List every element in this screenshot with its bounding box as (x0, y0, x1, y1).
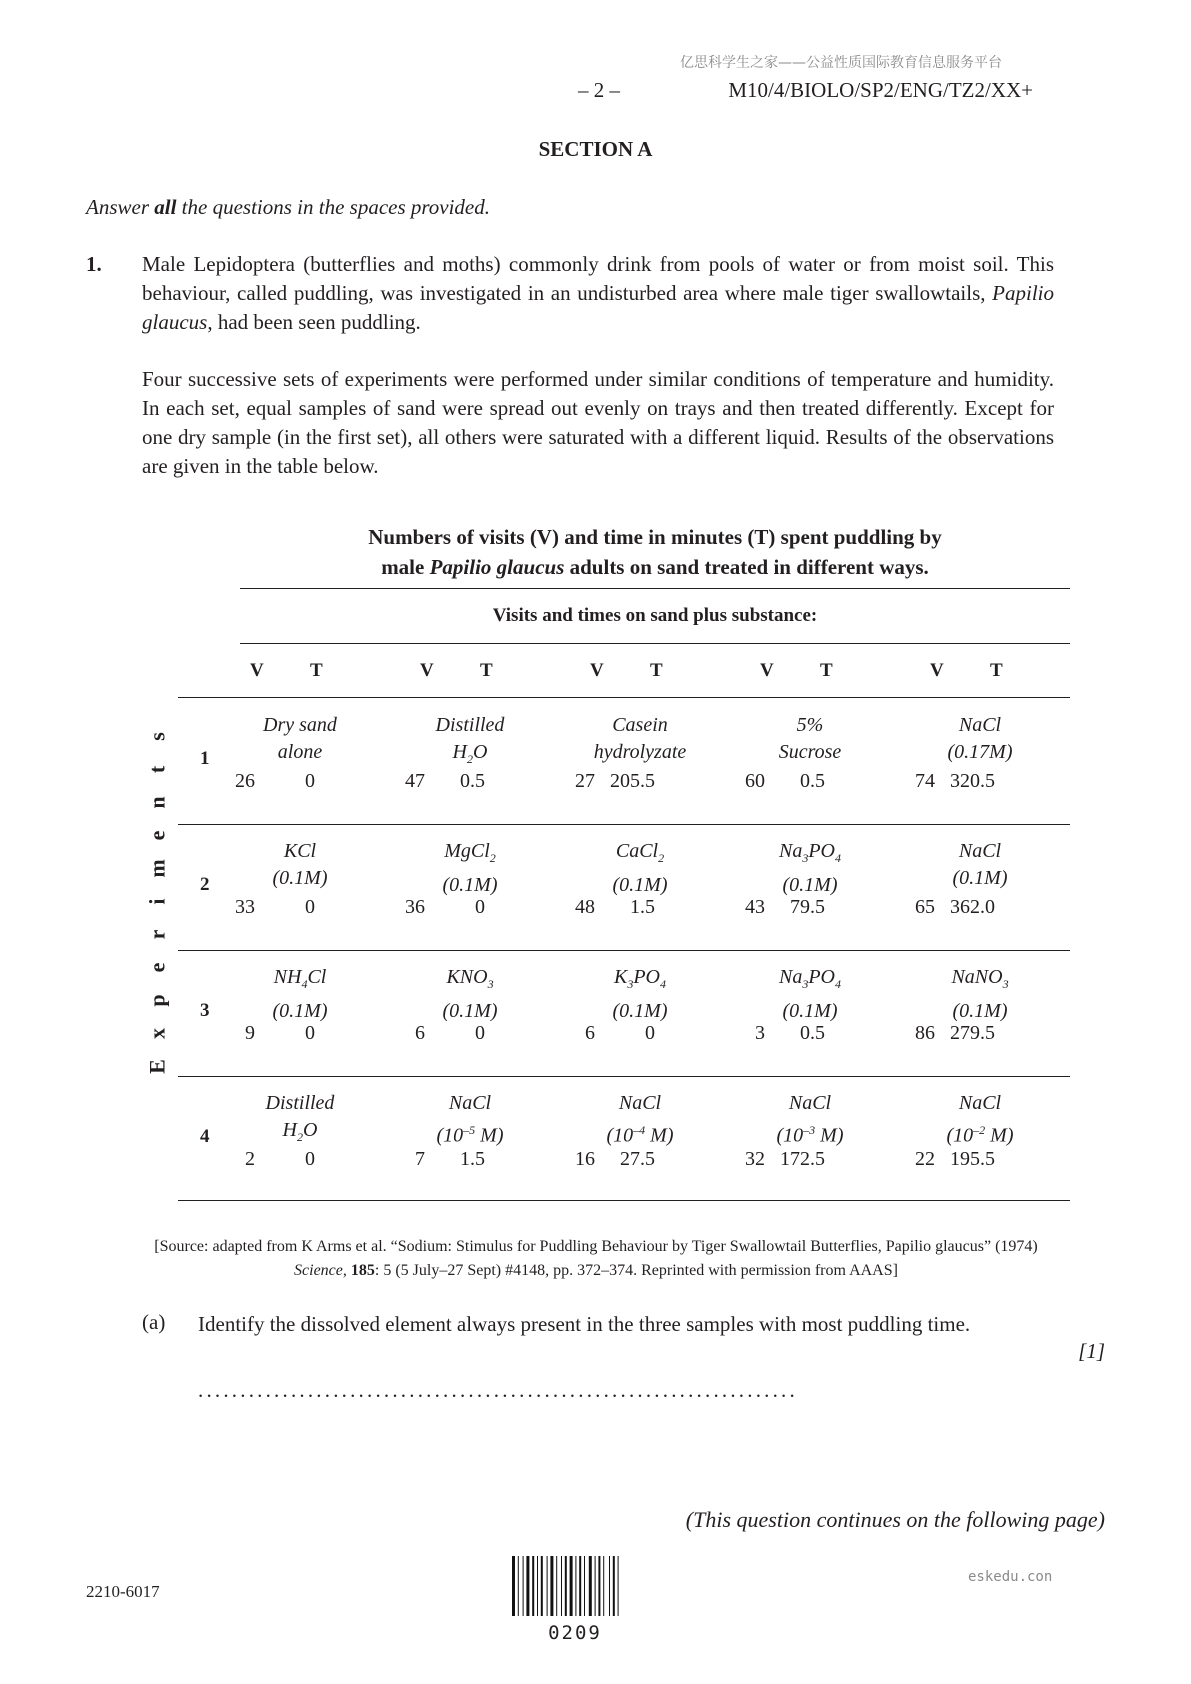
concentration-part: M) (645, 1124, 674, 1147)
t-label: T (820, 660, 833, 681)
visits-value: 16 (575, 1148, 595, 1170)
time-value: 172.5 (780, 1148, 825, 1170)
concentration-part: M) (985, 1124, 1014, 1147)
table-cell-values (695, 1148, 865, 1171)
substance-line (385, 964, 555, 998)
substance-line (555, 1117, 725, 1150)
table-rule-header (178, 697, 1070, 698)
substance-line (725, 1117, 895, 1150)
table-cell-values (355, 896, 525, 919)
visits-value: 7 (415, 1148, 425, 1170)
substance-line: (0.17M) (947, 741, 1013, 763)
formula-part: PO (808, 966, 835, 988)
concentration-part: (10 (946, 1124, 974, 1147)
barcode-bar (518, 1556, 519, 1616)
barcode-bar (584, 1556, 585, 1616)
subscript: 3 (802, 977, 809, 991)
exponent: –5 (463, 1123, 476, 1137)
time-value: 0 (475, 896, 485, 918)
barcode-number: 0209 (548, 1622, 602, 1644)
table-cell-substance (725, 1090, 895, 1150)
table-cell-substance (215, 964, 385, 1025)
table-rule-row3 (178, 1076, 1070, 1077)
v-label: V (420, 660, 434, 681)
table-cell-substance (895, 712, 1065, 766)
page-number: – 2 – (578, 78, 620, 102)
side-letter: r (144, 929, 170, 940)
visits-value: 9 (245, 1022, 255, 1044)
side-letter: p (144, 994, 170, 1007)
table-cell-substance (895, 1090, 1065, 1150)
table-cell-substance (215, 1090, 385, 1151)
substance-line: (0.1M) (272, 867, 328, 889)
visits-value: 86 (915, 1022, 935, 1044)
paper-code: M10/4/BIOLO/SP2/ENG/TZ2/XX+ (728, 78, 1033, 102)
substance-line: (0.1M) (442, 1000, 498, 1022)
visits-value: 43 (745, 896, 765, 918)
time-value: 0.5 (460, 770, 485, 792)
substance-line: NaCl (618, 1092, 662, 1114)
question-number: 1. (86, 252, 102, 276)
barcode-bar (579, 1556, 581, 1616)
substance-line (385, 1117, 555, 1150)
vt-header-col-1 (250, 660, 390, 682)
formula-part: O (303, 1119, 318, 1141)
table-cell-substance (555, 712, 725, 766)
visits-value: 6 (585, 1022, 595, 1044)
substance-line: NaCl (958, 714, 1002, 736)
side-letter: e (144, 830, 170, 841)
subscript: 3 (802, 851, 809, 865)
substance-line: (0.1M) (612, 874, 668, 896)
subscript: 4 (835, 977, 841, 991)
time-value: 0 (645, 1022, 655, 1044)
barcode-bar (613, 1556, 615, 1616)
formula-part: MgCl (444, 840, 490, 862)
formula-part: Na (778, 840, 803, 862)
time-value: 0.5 (800, 770, 825, 792)
part-a-marks: [1] (1078, 1339, 1105, 1363)
table-cell-values (865, 1148, 1035, 1171)
substance-line: KCl (283, 840, 317, 862)
visits-value: 2 (245, 1148, 255, 1170)
barcode-bar (541, 1556, 543, 1616)
table-cell-values (525, 770, 695, 793)
source-citation: [Source: adapted from K Arms et al. “Sodium: Stimulus for Puddling Behaviour by Tiger Swallowtail Butterflies, Papilio glaucus” (1974) Science, 185: 5 (5 July–27 Sept) #4148, pp. 372–374. Reprinted with permission from AAAS] (154, 1238, 1038, 1279)
v-label: V (930, 660, 944, 681)
time-value: 0 (305, 1148, 315, 1170)
substance-line: (0.1M) (612, 1000, 668, 1022)
subscript: 4 (301, 977, 308, 991)
formula-part: Cl (307, 966, 327, 988)
formula-part: PO (633, 966, 660, 988)
exponent: –2 (973, 1123, 986, 1137)
substance-line (555, 964, 725, 998)
time-value: 279.5 (950, 1022, 995, 1044)
substance-line (215, 1117, 385, 1151)
question-paragraph-1: Male Lepidoptera (butterflies and moths) commonly drink from pools of water or from moist soil. This behaviour, called puddling, was investigated in an undisturbed area where male tiger swallowtails, Papilio glaucus, had been seen puddling. (142, 252, 1054, 334)
table-cell-values (525, 1022, 695, 1045)
substance-line (385, 838, 555, 872)
time-value: 27.5 (620, 1148, 655, 1170)
table-cell-substance (725, 838, 895, 899)
barcode-bar (561, 1556, 562, 1616)
substance-line (725, 964, 895, 998)
concentration-part: (10 (436, 1124, 464, 1147)
visits-value: 48 (575, 896, 595, 918)
visits-value: 3 (755, 1022, 765, 1044)
substance-line: hydrolyzate (593, 741, 687, 763)
subscript: 3 (1002, 977, 1009, 991)
table-cell-values (695, 896, 865, 919)
table-cell-values (185, 1148, 355, 1171)
exponent: –3 (803, 1123, 816, 1137)
side-letter: s (144, 732, 170, 741)
barcode-icon (510, 1556, 640, 1616)
experiment-number: 3 (200, 1000, 210, 1021)
side-letter: E (144, 1059, 170, 1074)
formula-part: KNO (446, 966, 488, 988)
time-value: 0 (305, 896, 315, 918)
substance-line: NaCl (788, 1092, 832, 1114)
v-label: V (250, 660, 264, 681)
vt-header-col-5 (930, 660, 1070, 682)
substance-line: NaCl (448, 1092, 492, 1114)
answer-line[interactable]: ....................................................................... (198, 1378, 798, 1402)
table-rule-row2 (178, 950, 1070, 951)
subscript: 2 (467, 752, 473, 766)
time-value: 0 (305, 1022, 315, 1044)
table-cell-values (695, 1022, 865, 1045)
table-cell-values (185, 1022, 355, 1045)
barcode-bar (595, 1556, 596, 1616)
table-cell-substance (895, 964, 1065, 1025)
table-rule-row1 (178, 824, 1070, 825)
time-value: 1.5 (460, 1148, 485, 1170)
substance-line: Sucrose (778, 741, 842, 763)
visits-value: 74 (915, 770, 935, 792)
formula-part: O (473, 741, 488, 763)
barcode-bar (618, 1556, 619, 1616)
barcode-bar (556, 1556, 557, 1616)
time-value: 79.5 (790, 896, 825, 918)
barcode-bar (565, 1556, 567, 1616)
substance-line (555, 838, 725, 872)
barcode-bar (550, 1556, 553, 1616)
formula-part: K (613, 966, 628, 988)
section-title: SECTION A (538, 137, 653, 161)
visits-value: 65 (915, 896, 935, 918)
barcode-bar (589, 1556, 592, 1616)
substance-line (725, 838, 895, 872)
table-rule-subheader (240, 643, 1070, 644)
visits-value: 22 (915, 1148, 935, 1170)
substance-line: (0.1M) (952, 867, 1008, 889)
table-subheader: Visits and times on sand plus substance: (492, 605, 818, 626)
table-cell-values (865, 770, 1035, 793)
experiment-number: 2 (200, 874, 210, 895)
formula-part: PO (808, 840, 835, 862)
table-cell-values (865, 896, 1035, 919)
table-cell-substance (725, 964, 895, 1025)
watermark-text: 亿思科学生之家——公益性质国际教育信息服务平台 (680, 55, 1002, 71)
substance-line: Distilled (265, 1092, 335, 1114)
time-value: 0 (305, 770, 315, 792)
barcode-bar (537, 1556, 538, 1616)
table-cell-substance (385, 712, 555, 773)
barcode-bar (547, 1556, 548, 1616)
table-cell-substance (215, 712, 385, 766)
concentration-part: M) (815, 1124, 844, 1147)
side-letter: t (144, 765, 170, 774)
substance-line: NaCl (958, 840, 1002, 862)
t-label: T (310, 660, 323, 681)
substance-line: (0.1M) (782, 874, 838, 896)
subscript: 3 (487, 977, 494, 991)
substance-line: NaCl (958, 1092, 1002, 1114)
table-rule-bottom (178, 1200, 1070, 1201)
side-letter: e (144, 962, 170, 973)
subscript: 4 (660, 977, 666, 991)
barcode-bar (512, 1556, 515, 1616)
visits-value: 26 (235, 770, 255, 792)
substance-line: Casein (612, 714, 668, 736)
table-cell-substance (725, 712, 895, 766)
time-value: 1.5 (630, 896, 655, 918)
table-cell-substance (895, 838, 1065, 892)
side-letter: x (144, 1028, 170, 1039)
barcode-bar (532, 1556, 534, 1616)
table-title: Numbers of visits (V) and time in minutes (T) spent puddling by male Papilio glaucus adults on sand treated in different ways. (368, 525, 942, 579)
t-label: T (990, 660, 1003, 681)
experiment-number: 1 (200, 748, 210, 769)
time-value: 195.5 (950, 1148, 995, 1170)
substance-line: Distilled (435, 714, 505, 736)
question-paragraph-2: Four successive sets of experiments were performed under similar conditions of temperature and humidity. In each set, equal samples of sand were spread out evenly on trays and then treated differently. Except for one dry sample (in the first set), all others were saturated with a different liquid. Results of the observations are given in the table below. (142, 367, 1054, 478)
substance-line: alone (277, 741, 323, 763)
experiment-number: 4 (200, 1126, 210, 1147)
v-label: V (760, 660, 774, 681)
substance-line (895, 1117, 1065, 1150)
barcode-bar (603, 1556, 604, 1616)
table-cell-values (695, 770, 865, 793)
t-label: T (650, 660, 663, 681)
table-cell-substance (385, 1090, 555, 1150)
subscript: 3 (627, 977, 634, 991)
substance-line (895, 964, 1065, 998)
concentration-part: M) (475, 1124, 504, 1147)
visits-value: 47 (405, 770, 425, 792)
subscript: 2 (489, 851, 496, 865)
table-cell-values (865, 1022, 1035, 1045)
table-cell-substance (385, 838, 555, 899)
substance-line: (0.1M) (782, 1000, 838, 1022)
formula-part: NH (273, 966, 302, 988)
v-label: V (590, 660, 604, 681)
substance-line (385, 739, 555, 773)
table-cell-substance (385, 964, 555, 1025)
side-letter: n (144, 796, 170, 809)
visits-value: 32 (745, 1148, 765, 1170)
side-letter: m (144, 859, 170, 878)
barcode-bar (523, 1556, 524, 1616)
table-cell-substance (555, 838, 725, 899)
subscript: 4 (835, 851, 841, 865)
table-cell-substance (555, 1090, 725, 1150)
substance-line: (0.1M) (272, 1000, 328, 1022)
substance-line: 5% (796, 714, 824, 736)
time-value: 362.0 (950, 896, 995, 918)
subscript: 2 (297, 1130, 303, 1144)
barcode-bar (526, 1556, 529, 1616)
barcode-bar (609, 1556, 610, 1616)
exponent: –4 (633, 1123, 646, 1137)
visits-value: 6 (415, 1022, 425, 1044)
part-a-question: Identify the dissolved element always present in the three samples with most puddling time. (198, 1312, 971, 1336)
vt-header-col-2 (420, 660, 560, 682)
vt-header-col-4 (760, 660, 900, 682)
visits-value: 60 (745, 770, 765, 792)
site-watermark: eskedu.con (968, 1569, 1053, 1585)
table-cell-values (355, 1148, 525, 1171)
visits-value: 33 (235, 896, 255, 918)
subscript: 2 (658, 851, 665, 865)
formula-part: Na (778, 966, 803, 988)
t-label: T (480, 660, 493, 681)
substance-line: (0.1M) (952, 1000, 1008, 1022)
time-value: 0.5 (800, 1022, 825, 1044)
formula-part: CaCl (615, 840, 659, 862)
formula-part: NaNO (951, 966, 1003, 988)
concentration-part: (10 (776, 1124, 804, 1147)
time-value: 320.5 (950, 770, 995, 792)
substance-line: Dry sand (263, 714, 337, 736)
substance-line (215, 964, 385, 998)
time-value: 0 (475, 1022, 485, 1044)
time-value: 205.5 (610, 770, 655, 792)
document-id: 2210-6017 (86, 1582, 160, 1601)
substance-line: (0.1M) (442, 874, 498, 896)
concentration-part: (10 (606, 1124, 634, 1147)
table-cell-substance (215, 838, 385, 892)
continues-note: (This question continues on the following page) (685, 1507, 1105, 1532)
visits-value: 36 (405, 896, 425, 918)
formula-part: H (282, 1119, 297, 1141)
table-cell-values (355, 770, 525, 793)
table-cell-values (525, 1148, 695, 1171)
part-a-label: (a) (142, 1310, 166, 1334)
table-cell-substance (555, 964, 725, 1025)
table-cell-values (185, 770, 355, 793)
experiments-side-label (140, 720, 174, 1083)
table-cell-values (355, 1022, 525, 1045)
instruction: Answer all the questions in the spaces provided. (86, 195, 491, 219)
vt-header-col-3 (590, 660, 730, 682)
barcode-bar (575, 1556, 576, 1616)
side-letter: i (144, 898, 170, 905)
formula-part: H (452, 741, 467, 763)
table-rule-top (240, 588, 1070, 589)
visits-value: 27 (575, 770, 595, 792)
barcode-bar (598, 1556, 600, 1616)
table-cell-values (525, 896, 695, 919)
table-cell-values (185, 896, 355, 919)
barcode-bar (570, 1556, 573, 1616)
